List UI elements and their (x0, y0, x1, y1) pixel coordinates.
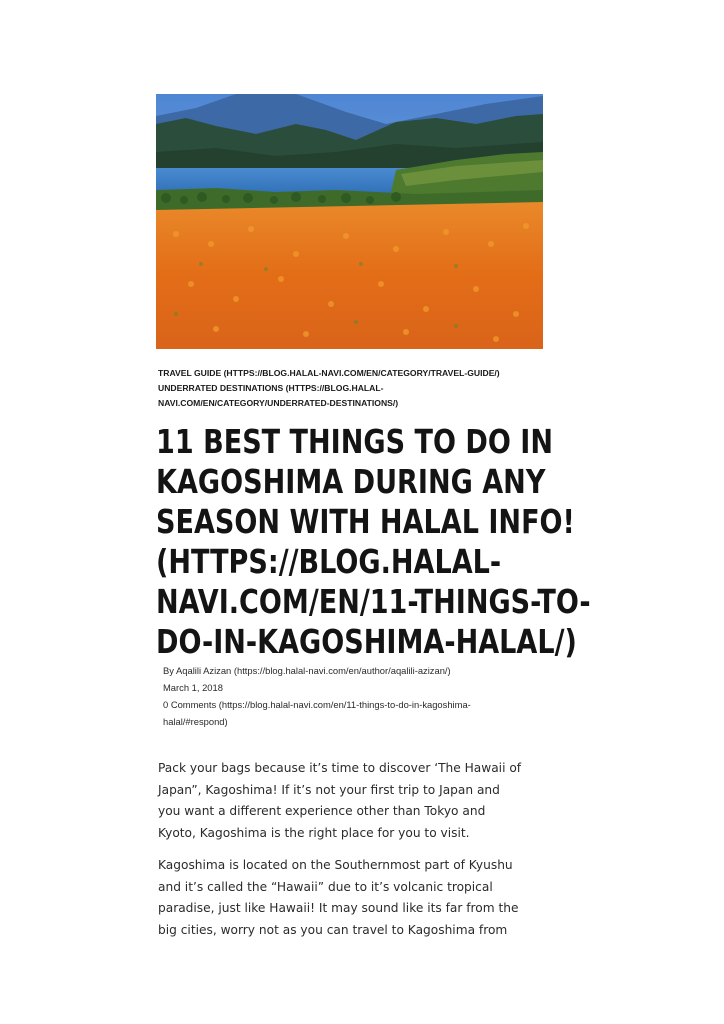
body-line: Japan”, Kagoshima! If it’s not your first trip to Japan and (158, 782, 500, 797)
body-line: you want a different experience other than Tokyo and (158, 804, 486, 818)
hero-image (156, 94, 543, 349)
category-link-underrated-destinations-cont[interactable]: NAVI.COM/EN/CATEGORY/UNDERRATED-DESTINATIONS/) (158, 398, 399, 408)
category-link-underrated-destinations[interactable]: UNDERRATED DESTINATIONS (HTTPS://BLOG.HALAL- (158, 383, 384, 393)
post-meta (163, 662, 543, 730)
post-date: March 1, 2018 (163, 682, 223, 693)
post-title-line[interactable]: DO-IN-KAGOSHIMA-HALAL/) (156, 622, 577, 661)
comments-link[interactable]: 0 Comments (https://blog.halal-navi.com/en/11-things-to-do-in-kagoshima- (163, 699, 471, 710)
post-title[interactable] (156, 422, 591, 662)
author-link[interactable]: By Aqalili Azizan (https://blog.halal-navi.com/en/author/aqalili-azizan/) (163, 665, 451, 676)
body-line: big cities, worry not as you can travel to Kagoshima from (158, 922, 508, 937)
post-body (158, 758, 550, 952)
post-title-line[interactable]: SEASON WITH HALAL INFO! (156, 502, 575, 541)
post-title-line[interactable]: NAVI.COM/EN/11-THINGS-TO- (156, 582, 591, 621)
post-title-line[interactable]: 11 BEST THINGS TO DO IN (156, 422, 553, 461)
comments-link-cont[interactable]: halal/#respond) (163, 716, 228, 727)
body-paragraph-2 (158, 855, 550, 941)
body-line: paradise, just like Hawaii! It may sound like its far from the (158, 901, 519, 915)
body-line: and it’s called the “Hawaii” due to it’s volcanic tropical (158, 879, 493, 894)
category-link-travel-guide[interactable]: TRAVEL GUIDE (HTTPS://BLOG.HALAL-NAVI.COM/EN/CATEGORY/TRAVEL-GUIDE/) (158, 368, 500, 378)
body-line: Kyoto, Kagoshima is the right place for you to visit. (158, 825, 470, 840)
body-line: Kagoshima is located on the Southernmost part of Kyushu (158, 858, 513, 872)
body-line: Pack your bags because it’s time to discover ‘The Hawaii of (158, 761, 522, 775)
body-paragraph-1 (158, 758, 550, 844)
category-links (158, 366, 548, 411)
post-title-line[interactable]: (HTTPS://BLOG.HALAL- (156, 542, 502, 581)
hero-image-illustration (156, 94, 543, 349)
post-title-line[interactable]: KAGOSHIMA DURING ANY (156, 462, 546, 501)
